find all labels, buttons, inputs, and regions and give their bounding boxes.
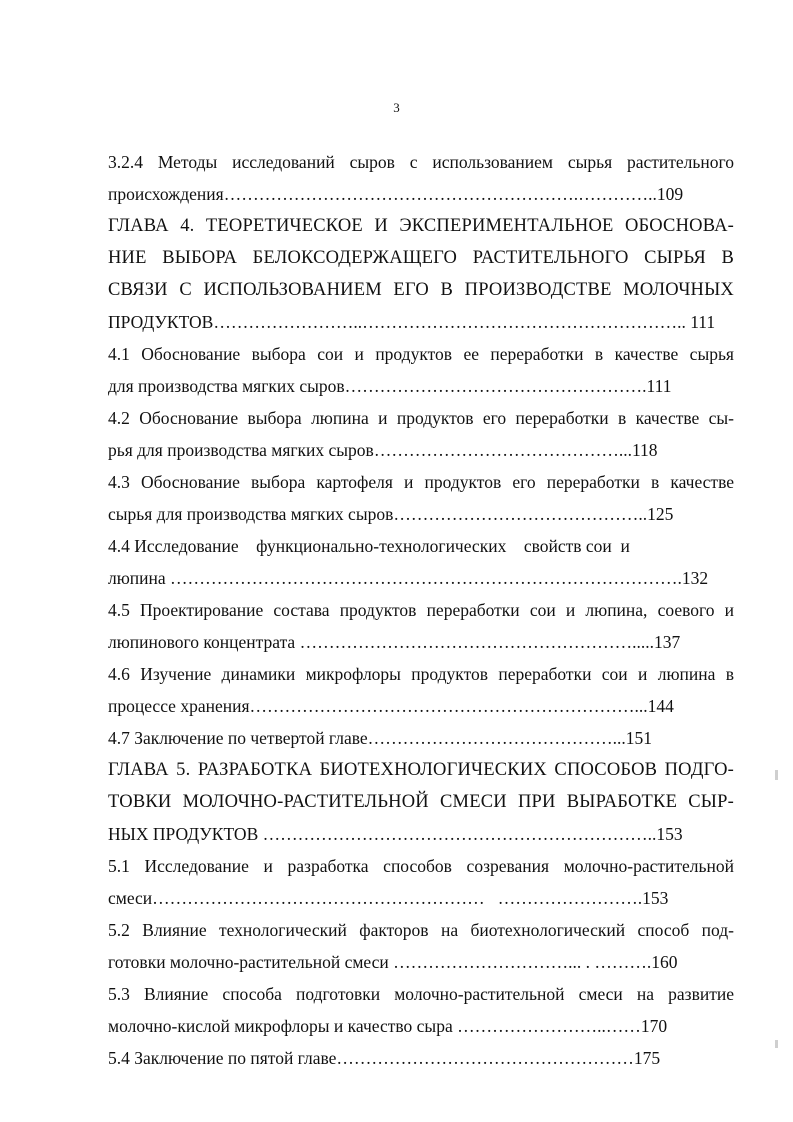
toc-line: сырья для производства мягких сыров……………………………………..125 [108,504,674,524]
toc-line: готовки молочно-растительной смеси …………………………... . ……….160 [108,952,678,972]
toc-line: люпинового концентрата ………………………………………………….....137 [108,632,681,652]
toc-chapter-heading: СВЯЗИ С ИСПОЛЬЗОВАНИЕМ ЕГО В ПРОИЗВОДСТВЕ МОЛОЧНЫХ [108,280,734,300]
table-of-contents [108,146,734,1074]
toc-line: молочно-кислой микрофлоры и качество сыра ……………………..……170 [108,1016,668,1036]
toc-line: ПРОДУКТОВ……………………..……………………………………………….. 111 [108,312,716,332]
toc-line: смеси………………………………………………… …………………….153 [108,888,669,908]
scan-edge-mark [775,770,778,780]
toc-line: люпина …………………………………………………………………………….132 [108,568,709,588]
toc-line: 5.2 Влияние технологический факторов на биотехнологический способ под- [108,920,734,940]
toc-line: происхождения…………………………………………………….…………..109 [108,184,684,204]
scan-edge-mark [775,1040,778,1048]
toc-chapter-heading: ГЛАВА 5. РАЗРАБОТКА БИОТЕХНОЛОГИЧЕСКИХ СПОСОБОВ ПОДГО- [108,760,734,780]
toc-line: 4.2 Обоснование выбора люпина и продуктов его переработки в качестве сы- [108,408,734,428]
toc-line: 4.7 Заключение по четвертой главе……………………………………...151 [108,728,653,748]
toc-line: 4.6 Изучение динамики микрофлоры продуктов переработки сои и люпина в [108,664,734,684]
toc-line: процессе хранения…………………………………………………………...144 [108,696,674,716]
toc-line: НЫХ ПРОДУКТОВ …………………………………………………………..153 [108,824,683,844]
toc-line: 4.5 Проектирование состава продуктов переработки сои и люпина, соевого и [108,600,734,620]
toc-line: для производства мягких сыров…………………………………………….111 [108,376,672,396]
toc-line: рья для производства мягких сыров……………………………………...118 [108,440,658,460]
page-number: 3 [393,100,400,115]
toc-line: 4.1 Обоснование выбора сои и продуктов ее переработки в качестве сырья [108,344,734,364]
toc-chapter-heading: НИЕ ВЫБОРА БЕЛОКСОДЕРЖАЩЕГО РАСТИТЕЛЬНОГО СЫРЬЯ В [108,248,734,268]
toc-line: 5.1 Исследование и разработка способов созревания молочно-растительной [108,856,734,876]
toc-line: 3.2.4 Методы исследований сыров с использованием сырья растительного [108,152,734,172]
toc-chapter-heading: ГЛАВА 4. ТЕОРЕТИЧЕСКОЕ И ЭКСПЕРИМЕНТАЛЬНОЕ ОБОСНОВА- [108,216,734,236]
toc-line: 4.4 Исследование функционально-технологических свойств сои и [108,536,630,556]
toc-chapter-heading: ТОВКИ МОЛОЧНО-РАСТИТЕЛЬНОЙ СМЕСИ ПРИ ВЫРАБОТКЕ СЫР- [108,792,734,812]
toc-line: 5.4 Заключение по пятой главе……………………………………………175 [108,1048,661,1068]
toc-line: 4.3 Обоснование выбора картофеля и продуктов его переработки в качестве [108,472,734,492]
toc-line: 5.3 Влияние способа подготовки молочно-растительной смеси на развитие [108,984,734,1004]
